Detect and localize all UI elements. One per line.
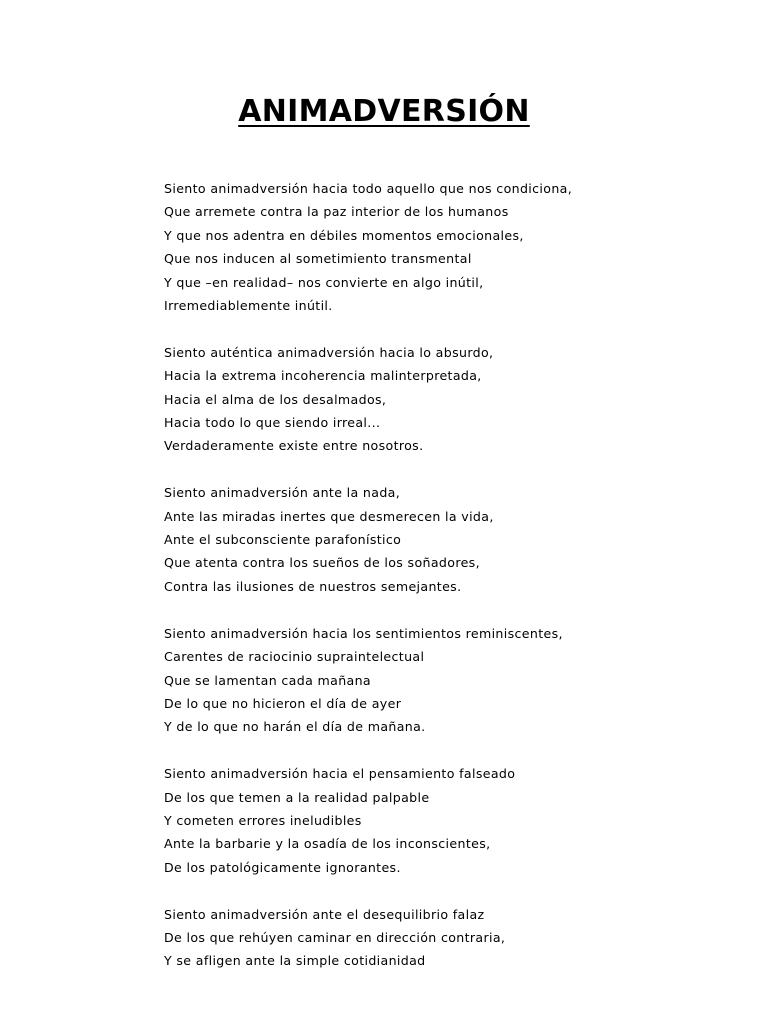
poem-line: Hacia el alma de los desalmados, bbox=[164, 391, 387, 407]
poem-stanza bbox=[164, 762, 724, 879]
poem-line: Contra las ilusiones de nuestros semejantes. bbox=[164, 578, 462, 594]
poem-line: Siento animadversión ante el desequilibrio falaz bbox=[164, 906, 485, 922]
poem-line: Siento animadversión hacia el pensamiento falseado bbox=[164, 766, 516, 782]
poem-line: Que se lamentan cada mañana bbox=[164, 672, 372, 688]
poem-line: Ante la barbarie y la osadía de los inconscientes, bbox=[164, 836, 491, 852]
poem-stanza bbox=[164, 481, 724, 598]
poem-line: Que arremete contra la paz interior de los humanos bbox=[164, 204, 509, 220]
poem-line: Verdaderamente existe entre nosotros. bbox=[164, 438, 424, 454]
poem-body bbox=[164, 177, 724, 996]
poem-line: Y que nos adentra en débiles momentos emocionales, bbox=[164, 227, 524, 243]
poem-line: Y cometen errores ineludibles bbox=[164, 812, 362, 828]
poem-line: De los que temen a la realidad palpable bbox=[164, 789, 430, 805]
poem-line: Ante las miradas inertes que desmerecen la vida, bbox=[164, 508, 494, 524]
poem-line: Que atenta contra los sueños de los soñadores, bbox=[164, 555, 480, 571]
poem-line: Hacia todo lo que siendo irreal... bbox=[164, 415, 381, 431]
poem-line: Que nos inducen al sometimiento transmental bbox=[164, 251, 472, 267]
poem-line: Y de lo que no harán el día de mañana. bbox=[164, 719, 426, 735]
poem-line: Siento animadversión hacia todo aquello que nos condiciona, bbox=[164, 181, 573, 196]
poem-line: Ante el subconsciente parafonístico bbox=[164, 532, 402, 548]
poem-line: Siento animadversión hacia los sentimientos reminiscentes, bbox=[164, 625, 563, 641]
poem-line: Siento auténtica animadversión hacia lo absurdo, bbox=[164, 344, 494, 360]
poem-line: De los patológicamente ignorantes. bbox=[164, 859, 401, 875]
poem-line: Hacia la extrema incoherencia malinterpretada, bbox=[164, 368, 482, 384]
poem-stanza bbox=[164, 622, 724, 739]
poem-line: Siento animadversión ante la nada, bbox=[164, 485, 401, 501]
page-title: ANIMADVERSIÓN bbox=[238, 94, 530, 129]
poem-line: Y que –en realidad– nos convierte en algo inútil, bbox=[164, 274, 484, 290]
poem-line: Carentes de raciocinio supraintelectual bbox=[164, 649, 425, 665]
poem-stanza bbox=[164, 177, 724, 317]
poem-line: De lo que no hicieron el día de ayer bbox=[164, 695, 402, 711]
poem-line: Irremediablemente inútil. bbox=[164, 297, 333, 313]
poem-stanza bbox=[164, 903, 724, 973]
poem-line: Y se afligen ante la simple cotidianidad bbox=[164, 953, 426, 969]
poem-stanza bbox=[164, 341, 724, 458]
poem-line: De los que rehúyen caminar en dirección contraria, bbox=[164, 930, 506, 946]
